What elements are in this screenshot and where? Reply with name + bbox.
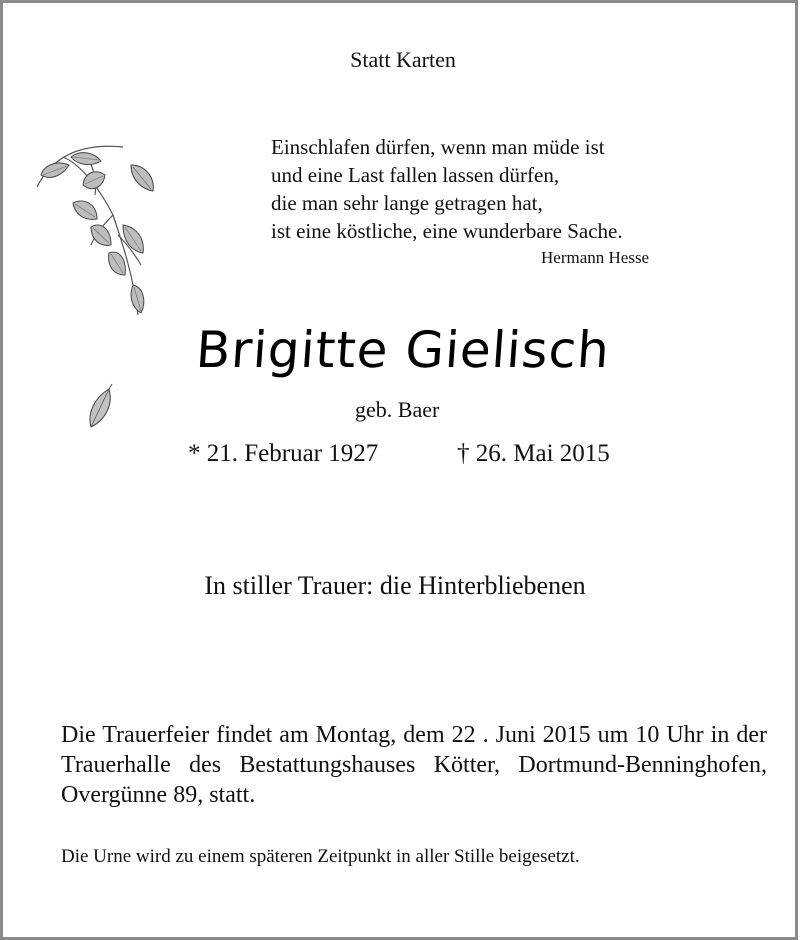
- birth-date: * 21. Februar 1927: [188, 440, 379, 467]
- ceremony-notice: Die Trauerfeier findet am Montag, dem 22 . Juni 2015 um 10 Uhr in der Trauerhalle des Bestattungshauses Kötter, Dortmund-Benninghofen, Overgünne 89, statt.: [61, 722, 767, 808]
- header-title: Statt Karten: [350, 47, 456, 72]
- poem-line: ist eine köstliche, eine wunderbare Sache.: [271, 219, 623, 243]
- poem-line: die man sehr lange getragen hat,: [271, 191, 543, 215]
- maiden-name: geb. Baer: [355, 397, 440, 422]
- poem-line: und eine Last fallen lassen dürfen,: [271, 163, 560, 187]
- poem: [271, 133, 623, 245]
- urn-note: Die Urne wird zu einem späteren Zeitpunkt in aller Stille beigesetzt.: [61, 846, 580, 867]
- birch-branch-icon: [23, 135, 163, 330]
- deceased-name: Brigitte Gielisch: [194, 321, 612, 379]
- poem-line: Einschlafen dürfen, wenn man müde ist: [271, 135, 605, 159]
- poem-author: Hermann Hesse: [541, 248, 650, 267]
- death-date: † 26. Mai 2015: [457, 440, 610, 467]
- mourners-line: In stiller Trauer: die Hinterbliebenen: [204, 571, 586, 600]
- falling-leaf-icon: [85, 383, 117, 433]
